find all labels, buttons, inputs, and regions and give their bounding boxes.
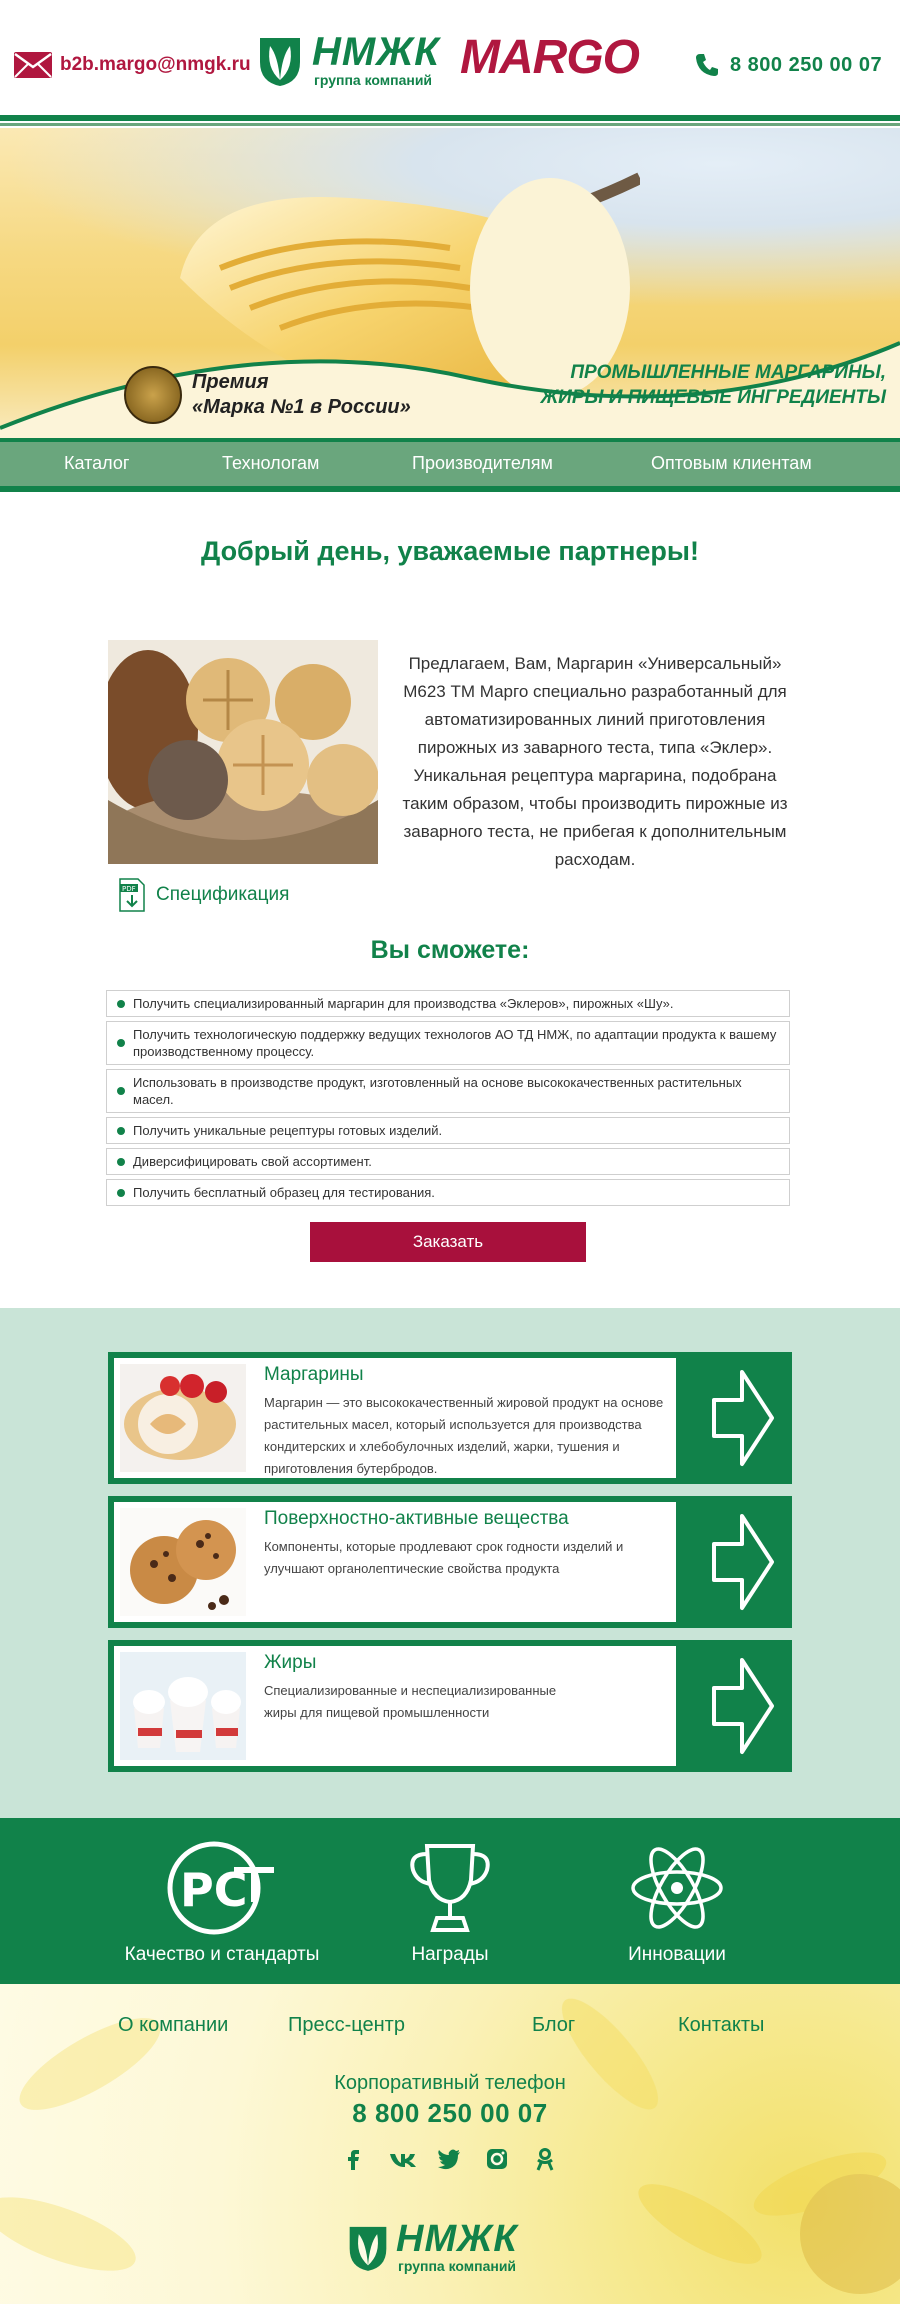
leaf-logo-icon xyxy=(346,2221,390,2273)
hero-banner xyxy=(0,128,900,438)
header-divider xyxy=(0,115,900,121)
corp-phone-label: Корпоративный телефон xyxy=(334,2072,566,2094)
atom-icon xyxy=(627,1840,727,1936)
benefit-item xyxy=(106,990,790,1017)
header-phone[interactable] xyxy=(694,52,882,78)
footer-link-about[interactable]: О компании xyxy=(118,2014,229,2036)
site-footer xyxy=(0,1984,900,2304)
benefit-item xyxy=(106,1117,790,1144)
nav-wholesale[interactable]: Оптовым клиентам xyxy=(651,453,812,473)
logo-sub-text: группа компаний xyxy=(314,72,433,88)
award-line2: «Марка №1 в России» xyxy=(192,396,411,418)
envelope-icon xyxy=(14,52,52,78)
benefit-text: Получить технологическую поддержку ведущих технологов АО ТД НМЖ, по адаптации продукта к вашему производственному процессу. xyxy=(133,1027,777,1059)
category-desc: Компоненты, которые продлевают срок годности изделий и улучшают органолептические свойства продукта xyxy=(264,1539,624,1576)
category-title: Поверхностно-активные вещества xyxy=(264,1508,569,1529)
bullet-icon xyxy=(117,1158,125,1166)
feature-quality[interactable] xyxy=(112,1840,332,1966)
arrow-right-icon[interactable] xyxy=(708,1510,778,1614)
benefit-text: Получить уникальные рецептуры готовых изделий. xyxy=(133,1123,443,1138)
benefit-item xyxy=(106,1021,790,1065)
logo-main-text: НМЖК xyxy=(312,30,440,74)
header-divider-thin xyxy=(0,123,900,126)
arrow-right-icon[interactable] xyxy=(708,1366,778,1470)
benefit-text: Использовать в производстве продукт, изготовленный на основе высококачественных растительных масел. xyxy=(133,1075,742,1107)
nav-producers[interactable]: Производителям xyxy=(412,453,553,473)
svg-text:PDF: PDF xyxy=(122,885,136,893)
benefit-text: Получить специализированный маргарин для производства «Эклеров», пирожных «Шу». xyxy=(133,996,674,1011)
trophy-icon xyxy=(405,1840,495,1936)
category-card xyxy=(114,1646,676,1766)
bullet-icon xyxy=(117,1127,125,1135)
twitter-icon[interactable] xyxy=(436,2146,462,2172)
footer-link-press[interactable]: Пресс-центр xyxy=(288,2014,405,2036)
benefit-item xyxy=(106,1069,790,1113)
nav-catalog[interactable]: Каталог xyxy=(64,453,130,473)
category-surfactants[interactable] xyxy=(108,1496,792,1628)
category-fats[interactable] xyxy=(108,1640,792,1772)
category-title: Маргарины xyxy=(264,1364,364,1385)
svg-text:РС: РС xyxy=(180,1863,248,1917)
social-links xyxy=(340,2146,558,2172)
category-desc: Специализированные и неспециализированные жиры для пищевой промышленности xyxy=(264,1683,557,1720)
vk-icon[interactable] xyxy=(388,2146,414,2172)
benefit-item xyxy=(106,1148,790,1175)
instagram-icon[interactable] xyxy=(484,2146,510,2172)
cookies-image xyxy=(120,1508,246,1616)
site-header xyxy=(0,0,900,116)
hero-slogan xyxy=(541,360,886,410)
bread-basket-image xyxy=(108,640,378,864)
benefits-title: Вы сможете: xyxy=(370,936,530,964)
category-desc: Маргарин — это высококачественный жировой продукт на основе растительных масел, который используется для производства кондитерских и хлебобулочных изделий, жарки, тушения и приготовления бутербродов. xyxy=(264,1395,664,1476)
features-bar xyxy=(0,1818,900,1984)
nmzk-logo[interactable] xyxy=(256,32,440,88)
bullet-icon xyxy=(117,1087,125,1095)
feature-label: Награды xyxy=(411,1944,489,1965)
email-link[interactable] xyxy=(14,52,251,78)
margo-logo[interactable]: MARGO xyxy=(460,31,639,84)
bullet-icon xyxy=(117,1039,125,1047)
category-title: Жиры xyxy=(264,1652,317,1673)
dessert-cups-image xyxy=(120,1652,246,1760)
feature-label: Качество и стандарты xyxy=(124,1944,320,1965)
category-margarines[interactable] xyxy=(108,1352,792,1484)
phone-text: 8 800 250 00 07 xyxy=(730,53,883,76)
award-medal-icon xyxy=(124,366,182,424)
main-nav xyxy=(0,442,900,486)
corp-phone-number[interactable]: 8 800 250 00 07 xyxy=(352,2098,548,2128)
benefit-text: Получить бесплатный образец для тестирования. xyxy=(133,1185,435,1200)
nav-border-bottom xyxy=(0,486,900,492)
arrow-right-icon[interactable] xyxy=(708,1654,778,1758)
category-card xyxy=(114,1502,676,1622)
feature-innovation[interactable] xyxy=(612,1840,742,1966)
phone-icon xyxy=(694,52,720,78)
greeting-title: Добрый день, уважаемые партнеры! xyxy=(201,536,699,566)
footer-link-contacts[interactable]: Контакты xyxy=(678,2014,765,2036)
bullet-icon xyxy=(117,1189,125,1197)
footer-logo-sub: группа компаний xyxy=(398,2258,517,2274)
cake-roll-image xyxy=(120,1364,246,1472)
category-card xyxy=(114,1358,676,1478)
rst-quality-icon xyxy=(162,1840,282,1936)
intro-text: Предлагаем, Вам, Маргарин «Универсальный» М623 ТМ Марго специально разработанный для автоматизированных линий приготовления пирожных из заварного теста, типа «Эклер». Уникальная рецептура маргарина, подобрана таким образом, чтобы производить пирожные из заварного теста, не прибегая к дополнительным расходам. xyxy=(402,654,788,869)
slogan-line2: ЖИРЫ И ПИЩЕВЫЕ ИНГРЕДИЕНТЫ xyxy=(540,387,886,408)
footer-logo[interactable] xyxy=(346,2220,518,2274)
slogan-line1: ПРОМЫШЛЕННЫЕ МАРГАРИНЫ, xyxy=(570,362,886,383)
benefit-item xyxy=(106,1179,790,1206)
footer-link-blog[interactable]: Блог xyxy=(532,2014,576,2036)
feature-label: Инновации xyxy=(628,1944,726,1965)
pdf-download-icon xyxy=(118,878,146,912)
leaf-logo-icon xyxy=(256,32,304,88)
award-line1: Премия xyxy=(192,371,269,393)
odnoklassniki-icon[interactable] xyxy=(532,2146,558,2172)
feature-awards[interactable] xyxy=(390,1840,510,1966)
specification-label: Спецификация xyxy=(156,884,290,905)
benefit-text: Диверсифицировать свой ассортимент. xyxy=(133,1154,372,1169)
bullet-icon xyxy=(117,1000,125,1008)
facebook-icon[interactable] xyxy=(340,2146,366,2172)
specification-link[interactable] xyxy=(118,878,289,912)
email-text: b2b.margo@nmgk.ru xyxy=(60,54,251,75)
benefits-list xyxy=(106,990,790,1210)
nav-technologists[interactable]: Технологам xyxy=(222,453,320,473)
order-button[interactable]: Заказать xyxy=(310,1222,586,1262)
footer-logo-main: НМЖК xyxy=(396,2218,518,2260)
award-block xyxy=(124,366,411,424)
